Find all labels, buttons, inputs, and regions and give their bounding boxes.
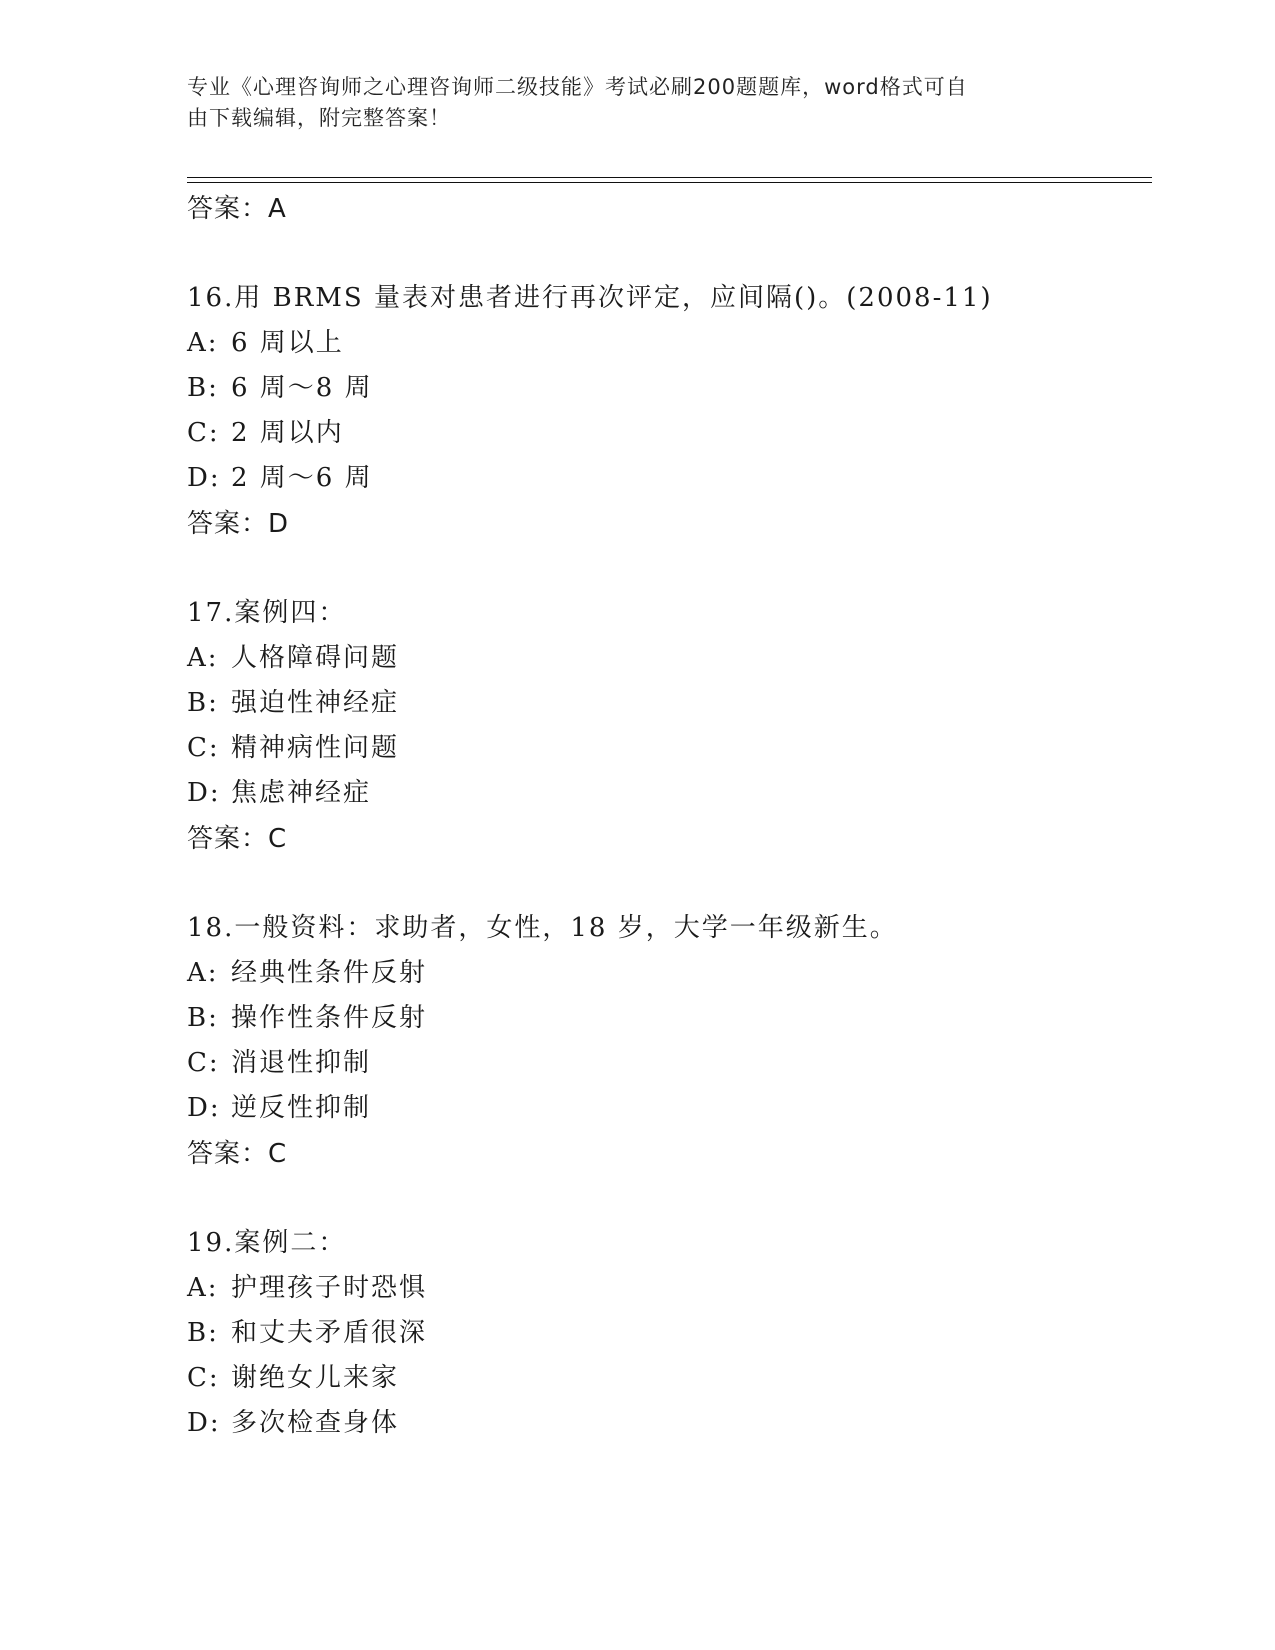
option-key: D: — [187, 1408, 221, 1438]
answer-line: 答案：A — [187, 194, 287, 224]
option-d — [187, 1086, 1147, 1131]
option-text: 护理孩子时恐惧 — [231, 1273, 428, 1303]
option-c — [187, 1041, 1147, 1086]
option-b — [187, 1311, 1147, 1356]
header-line-1: 专业《心理咨询师之心理咨询师二级技能》考试必刷200题题库，word格式可自 — [187, 75, 968, 99]
spacer — [187, 547, 1147, 591]
option-text: 6 周以上 — [231, 328, 344, 358]
question-block — [187, 1221, 1147, 1446]
document-header — [187, 72, 1087, 134]
option-text: 6 周～8 周 — [231, 373, 373, 403]
header-line-2: 由下载编辑，附完整答案！ — [187, 106, 451, 130]
option-key: B: — [187, 373, 219, 403]
option-text: 谢绝女儿来家 — [231, 1363, 400, 1393]
option-key: B: — [187, 1318, 219, 1348]
spacer — [187, 232, 1147, 276]
option-text: 操作性条件反射 — [231, 1003, 428, 1033]
option-c — [187, 1356, 1147, 1401]
option-a — [187, 951, 1147, 996]
option-text: 多次检查身体 — [231, 1408, 400, 1438]
option-text: 和丈夫矛盾很深 — [231, 1318, 428, 1348]
option-c — [187, 726, 1147, 771]
option-d — [187, 456, 1147, 501]
option-a — [187, 321, 1147, 366]
option-key: C: — [187, 418, 220, 448]
option-text: 强迫性神经症 — [231, 688, 400, 718]
answer-line: 答案：D — [187, 509, 290, 539]
option-text: 2 周以内 — [231, 418, 344, 448]
question-block — [187, 906, 1147, 1177]
header-divider-top — [187, 177, 1152, 178]
option-d — [187, 1401, 1147, 1446]
answer-line: 答案：C — [187, 1139, 288, 1169]
option-text: 逆反性抑制 — [231, 1093, 372, 1123]
option-text: 2 周～6 周 — [231, 463, 373, 493]
option-key: D: — [187, 1093, 221, 1123]
option-key: D: — [187, 778, 221, 808]
option-key: C: — [187, 733, 220, 763]
option-text: 人格障碍问题 — [231, 643, 400, 673]
spacer — [187, 862, 1147, 906]
option-d — [187, 771, 1147, 816]
question-block — [187, 276, 1147, 547]
option-key: A: — [187, 328, 219, 358]
option-text: 经典性条件反射 — [231, 958, 428, 988]
option-key: A: — [187, 958, 219, 988]
option-text: 焦虑神经症 — [231, 778, 372, 808]
option-key: C: — [187, 1363, 220, 1393]
option-b — [187, 996, 1147, 1041]
option-key: A: — [187, 643, 219, 673]
option-b — [187, 366, 1147, 411]
question-stem: 17.案例四： — [187, 598, 347, 628]
answer-line: 答案：C — [187, 824, 288, 854]
option-b — [187, 681, 1147, 726]
option-key: B: — [187, 688, 219, 718]
question-stem: 16.用 BRMS 量表对患者进行再次评定，应间隔()。(2008-11) — [187, 283, 993, 313]
option-text: 精神病性问题 — [231, 733, 400, 763]
option-a — [187, 636, 1147, 681]
option-a — [187, 1266, 1147, 1311]
option-key: C: — [187, 1048, 220, 1078]
question-list — [187, 186, 1147, 1446]
option-c — [187, 411, 1147, 456]
question-stem: 19.案例二： — [187, 1228, 347, 1258]
header-divider-bottom — [187, 182, 1152, 183]
option-key: A: — [187, 1273, 219, 1303]
option-key: B: — [187, 1003, 219, 1033]
question-block — [187, 591, 1147, 862]
question-stem: 18.一般资料：求助者，女性，18 岁，大学一年级新生。 — [187, 913, 898, 943]
spacer — [187, 1177, 1147, 1221]
option-text: 消退性抑制 — [231, 1048, 372, 1078]
option-key: D: — [187, 463, 221, 493]
